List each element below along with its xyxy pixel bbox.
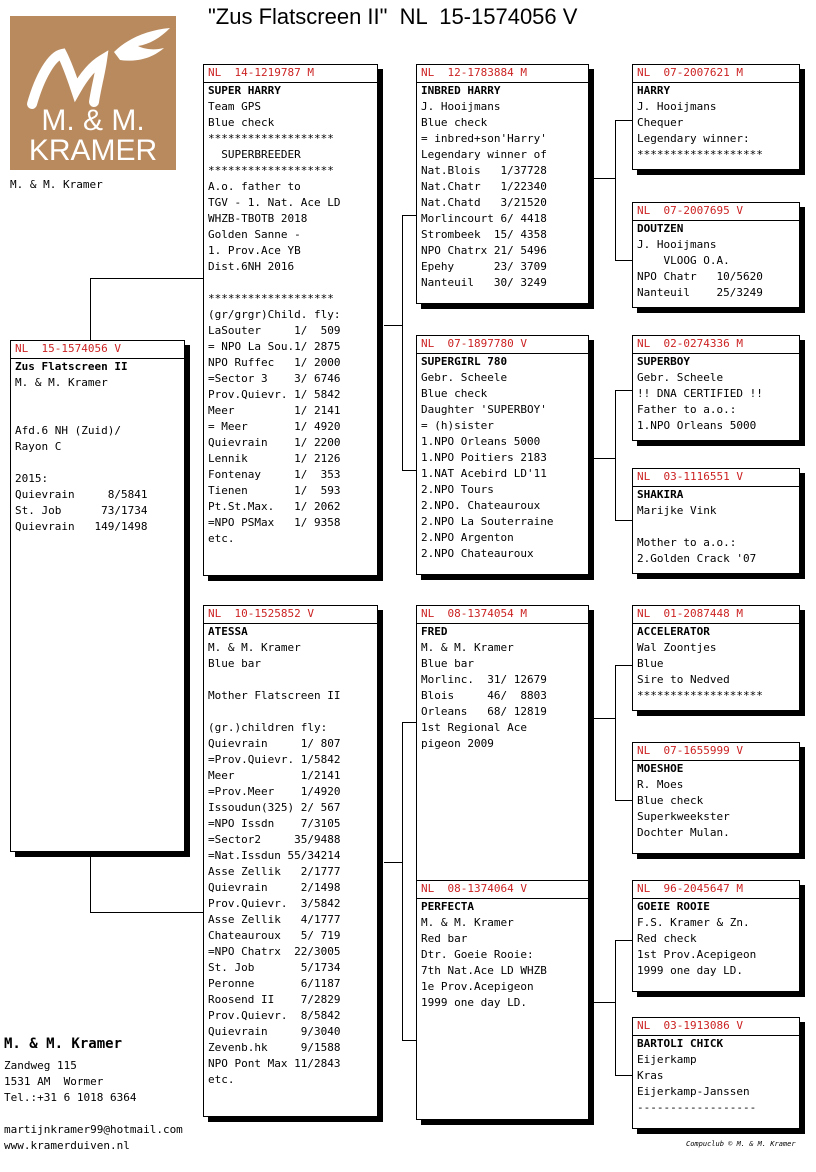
- pigeon-info-line: 2.NPO La Souterraine: [421, 515, 554, 528]
- pigeon-info-line: etc.: [208, 1073, 235, 1086]
- pigeon-info-line: 1999 one day LD.: [637, 964, 743, 977]
- pigeon-info-line: 2.NPO. Chateauroux: [421, 499, 541, 512]
- pigeon-info-line: Morlincourt 6/ 4418: [421, 212, 547, 225]
- pigeon-info-line: NPO Chatrx 21/ 5496: [421, 244, 547, 257]
- connector-line: [593, 1002, 615, 1003]
- connector-line: [615, 1075, 632, 1076]
- contact-city: 1531 AM Wormer: [4, 1075, 104, 1088]
- pigeon-name: PERFECTA: [421, 900, 474, 913]
- pigeon-info-line: *******************: [208, 164, 334, 177]
- pigeon-info-line: 1.NPO Orleans 5000: [637, 419, 757, 432]
- pigeon-info-line: Afd.6 NH (Zuid)/: [15, 424, 121, 437]
- pigeon-info-line: Blue: [637, 657, 664, 670]
- footer-credit: Compuclub © M. & M. Kramer: [686, 1140, 796, 1148]
- connector-line: [615, 940, 616, 1075]
- pigeon-info-line: R. Moes: [637, 778, 684, 791]
- pigeon-info-line: etc.: [208, 532, 235, 545]
- pigeon-info-line: Chequer: [637, 116, 684, 129]
- pigeon-info-line: *******************: [208, 292, 334, 305]
- pigeon-info-line: = NPO La Sou.1/ 2875: [208, 340, 341, 353]
- pigeon-info-line: Meer 1/ 2141: [208, 404, 341, 417]
- connector-line: [615, 940, 632, 941]
- pigeon-info-line: Quievrain 1/ 807: [208, 737, 341, 750]
- pigeon-name: FRED: [421, 625, 448, 638]
- pigeon-info-line: [11, 407, 184, 423]
- ring-number: NL 08-1374064 V: [417, 881, 588, 899]
- pigeon-info-line: Blue check: [421, 116, 488, 129]
- pigeon-card-dam-dam[interactable]: [416, 880, 589, 1120]
- pigeon-info-line: Fontenay 1/ 353: [208, 468, 341, 481]
- pigeon-info-line: *******************: [637, 689, 763, 702]
- pigeon-info-line: LaSouter 1/ 509: [208, 324, 341, 337]
- pigeon-info-line: Asse Zellik 2/1777: [208, 865, 341, 878]
- connector-line: [615, 520, 632, 521]
- pigeon-name: HARRY: [637, 84, 671, 97]
- connector-line: [615, 390, 616, 520]
- pigeon-info-line: NPO Pont Max 11/2843: [208, 1057, 341, 1070]
- pigeon-info-line: *******************: [637, 148, 763, 161]
- pigeon-info-line: (gr/grgr)Child. fly:: [208, 308, 341, 321]
- pigeon-info-line: Zevenb.hk 9/1588: [208, 1041, 341, 1054]
- pigeon-info-line: = Meer 1/ 4920: [208, 420, 341, 433]
- pigeon-info-line: Pt.St.Max. 1/ 2062: [208, 500, 341, 513]
- pigeon-info-line: Quievrain 9/3040: [208, 1025, 341, 1038]
- pigeon-info-line: [204, 275, 377, 291]
- pigeon-info-line: pigeon 2009: [421, 737, 494, 750]
- pigeon-info-line: = (h)sister: [421, 419, 494, 432]
- pigeon-info-line: 2.NPO Tours: [421, 483, 494, 496]
- pigeon-info-line: Blue bar: [208, 657, 261, 670]
- pigeon-card-dam-dam-dam[interactable]: [632, 1017, 800, 1129]
- pigeon-info-line: [633, 519, 799, 535]
- pigeon-info-line: Red check: [637, 932, 697, 945]
- pigeon-card-dam[interactable]: [203, 605, 378, 1117]
- connector-line: [615, 665, 616, 800]
- pigeon-info-line: 1e Prov.Acepigeon: [421, 980, 534, 993]
- pigeon-info-line: J. Hooijmans: [421, 100, 501, 113]
- connector-line: [90, 278, 204, 279]
- pigeon-info-line: Quievrain 8/5841: [15, 488, 148, 501]
- ring-number: NL 10-1525852 V: [204, 606, 377, 624]
- ring-number: NL 07-2007695 V: [633, 203, 799, 221]
- logo-line1: M. & M.: [41, 104, 145, 137]
- pigeon-info-line: =NPO PSMax 1/ 9358: [208, 516, 341, 529]
- pigeon-info-line: =NPO Issdn 7/3105: [208, 817, 341, 830]
- pigeon-info-line: WHZB-TBOTB 2018: [208, 212, 308, 225]
- pigeon-info-line: [11, 391, 184, 407]
- pigeon-info-line: J. Hooijmans: [637, 238, 717, 251]
- pigeon-info-line: Dtr. Goeie Rooie:: [421, 948, 534, 961]
- connector-line: [593, 458, 615, 459]
- pigeon-info-line: Asse Zellik 4/1777: [208, 913, 341, 926]
- connector-line: [615, 260, 632, 261]
- pigeon-info-line: Gebr. Scheele: [637, 371, 724, 384]
- pigeon-info-line: 2.NPO Chateauroux: [421, 547, 534, 560]
- ring-number: NL 02-0274336 M: [633, 336, 799, 354]
- pigeon-info-line: Quievrain 2/1498: [208, 881, 341, 894]
- pigeon-info-line: 2015:: [15, 472, 49, 485]
- pigeon-info-line: =Prov.Meer 1/4920: [208, 785, 341, 798]
- pigeon-info-line: Gebr. Scheele: [421, 371, 508, 384]
- pigeon-name: MOESHOE: [637, 762, 684, 775]
- pigeon-info-line: Peronne 6/1187: [208, 977, 341, 990]
- pigeon-info-line: Blue bar: [421, 657, 474, 670]
- contact-phone: Tel.:+31 6 1018 6364: [4, 1091, 137, 1104]
- contact-email-link[interactable]: martijnkramer99@hotmail.com: [4, 1123, 183, 1136]
- pigeon-info-line: Dist.6NH 2016: [208, 260, 295, 273]
- pigeon-info-line: Nat.Chatr 1/22340: [421, 180, 547, 193]
- ring-number: NL 07-1655999 V: [633, 743, 799, 761]
- pigeon-info-line: [11, 455, 184, 471]
- pigeon-info-line: M. & M. Kramer: [208, 641, 301, 654]
- kramer-logo: [10, 16, 176, 170]
- pigeon-info-line: NPO Ruffec 1/ 2000: [208, 356, 341, 369]
- connector-line: [384, 862, 402, 863]
- pigeon-info-line: Red bar: [421, 932, 468, 945]
- ring-number: NL 96-2045647 M: [633, 881, 799, 899]
- pigeon-info-line: =Nat.Issdun 55/34214: [208, 849, 341, 862]
- pigeon-info-line: M. & M. Kramer: [15, 376, 108, 389]
- pigeon-info-line: F.S. Kramer & Zn.: [637, 916, 750, 929]
- contact-name: M. & M. Kramer: [4, 1036, 123, 1052]
- pigeon-info-line: [204, 704, 377, 720]
- pigeon-info-line: Eijerkamp: [637, 1053, 697, 1066]
- connector-line: [384, 325, 402, 326]
- contact-website-link[interactable]: www.kramerduiven.nl: [4, 1139, 130, 1152]
- pigeon-info-line: Meer 1/2141: [208, 769, 341, 782]
- ring-number: NL 08-1374054 M: [417, 606, 588, 624]
- ring-number: NL 07-2007621 M: [633, 65, 799, 83]
- connector-line: [402, 1040, 417, 1041]
- pigeon-info-line: 7th Nat.Ace LD WHZB: [421, 964, 547, 977]
- pigeon-info-line: SUPERBREEDER: [208, 148, 301, 161]
- pigeon-info-line: Tienen 1/ 593: [208, 484, 341, 497]
- connector-line: [90, 278, 91, 340]
- pigeon-info-line: A.o. father to: [208, 180, 301, 193]
- connector-line: [90, 850, 91, 912]
- pigeon-info-line: Mother to a.o.:: [637, 536, 737, 549]
- pigeon-card-sire-sire-dam[interactable]: [632, 202, 800, 308]
- pigeon-info-line: Eijerkamp-Janssen: [637, 1085, 750, 1098]
- connector-line: [90, 912, 204, 913]
- ring-number: NL 07-1897780 V: [417, 336, 588, 354]
- ring-number: NL 15-1574056 V: [11, 341, 184, 359]
- pigeon-name: ACCELERATOR: [637, 625, 710, 638]
- pigeon-name: SUPER HARRY: [208, 84, 281, 97]
- pigeon-info-line: Nanteuil 30/ 3249: [421, 276, 547, 289]
- pigeon-info-line: Nat.Chatd 3/21520: [421, 196, 547, 209]
- pigeon-info-line: M. & M. Kramer: [421, 641, 514, 654]
- connector-line: [402, 722, 403, 1040]
- ring-number: NL 03-1913086 V: [633, 1018, 799, 1036]
- pigeon-name: SUPERBOY: [637, 355, 690, 368]
- pigeon-info-line: Orleans 68/ 12819: [421, 705, 547, 718]
- pigeon-card-sire-sire-sire[interactable]: [632, 64, 800, 170]
- ring-number: NL 01-2087448 M: [633, 606, 799, 624]
- pigeon-info-line: J. Hooijmans: [637, 100, 717, 113]
- pigeon-info-line: 1.NPO Orleans 5000: [421, 435, 541, 448]
- pigeon-info-line: Quievrain 149/1498: [15, 520, 148, 533]
- ring-number: NL 14-1219787 M: [204, 65, 377, 83]
- pigeon-info-line: Kras: [637, 1069, 664, 1082]
- pigeon-info-line: Blue check: [637, 794, 704, 807]
- pigeon-info-line: Golden Sanne -: [208, 228, 301, 241]
- connector-line: [402, 470, 417, 471]
- pigeon-info-line: Strombeek 15/ 4358: [421, 228, 547, 241]
- pigeon-name: INBRED HARRY: [421, 84, 501, 97]
- pigeon-info-line: Nat.Blois 1/37728: [421, 164, 547, 177]
- pigeon-name: DOUTZEN: [637, 222, 684, 235]
- pigeon-card-sire[interactable]: [203, 64, 378, 576]
- pigeon-card-sire-sire[interactable]: [416, 64, 589, 304]
- logo-line2: KRAMER: [28, 134, 158, 167]
- pigeon-name: BARTOLI CHICK: [637, 1037, 724, 1050]
- pigeon-info-line: 1999 one day LD.: [421, 996, 527, 1009]
- pigeon-info-line: Quievrain 1/ 2200: [208, 436, 341, 449]
- pigeon-info-line: 1. Prov.Ace YB: [208, 244, 301, 257]
- pigeon-info-line: Wal Zoontjes: [637, 641, 717, 654]
- pigeon-info-line: Prov.Quievr. 3/5842: [208, 897, 341, 910]
- pigeon-name: GOEIE ROOIE: [637, 900, 710, 913]
- pigeon-card-subject[interactable]: [10, 340, 185, 852]
- pigeon-info-line: VLOOG O.A.: [637, 254, 730, 267]
- connector-line: [402, 215, 417, 216]
- pigeon-info-line: *******************: [208, 132, 334, 145]
- pigeon-card-sire-dam[interactable]: [416, 335, 589, 575]
- pigeon-info-line: Issoudun(325) 2/ 567: [208, 801, 341, 814]
- pigeon-info-line: =NPO Chatrx 22/3005: [208, 945, 341, 958]
- pigeon-card-dam-dam-sire[interactable]: [632, 880, 800, 992]
- pigeon-info-line: Blue check: [208, 116, 275, 129]
- connector-line: [593, 178, 615, 179]
- pigeon-info-line: =Prov.Quievr. 1/5842: [208, 753, 341, 766]
- pigeon-info-line: Marijke Vink: [637, 504, 717, 517]
- pigeon-info-line: M. & M. Kramer: [421, 916, 514, 929]
- pigeon-info-line: 1.NPO Poitiers 2183: [421, 451, 547, 464]
- pigeon-info-line: 1st Prov.Acepigeon: [637, 948, 757, 961]
- connector-line: [402, 215, 403, 470]
- pigeon-name: ATESSA: [208, 625, 248, 638]
- pigeon-info-line: Father to a.o.:: [637, 403, 737, 416]
- pigeon-info-line: Team GPS: [208, 100, 261, 113]
- pigeon-info-line: =Sector 3 3/ 6746: [208, 372, 341, 385]
- connector-line: [615, 120, 632, 121]
- pigeon-info-line: Epehy 23/ 3709: [421, 260, 547, 273]
- pigeon-card-dam-sire-sire[interactable]: [632, 605, 800, 711]
- pigeon-info-line: Rayon C: [15, 440, 62, 453]
- pigeon-info-line: Mother Flatscreen II: [208, 689, 341, 702]
- pigeon-name: SHAKIRA: [637, 488, 684, 501]
- pigeon-info-line: =Sector2 35/9488: [208, 833, 341, 846]
- pigeon-info-line: [204, 672, 377, 688]
- pigeon-card-sire-dam-sire[interactable]: [632, 335, 800, 441]
- pigeon-info-line: 1.NAT Acebird LD'11: [421, 467, 547, 480]
- ring-number: NL 12-1783884 M: [417, 65, 588, 83]
- pigeon-info-line: 1st Regional Ace: [421, 721, 527, 734]
- pigeon-info-line: 2.NPO Argenton: [421, 531, 514, 544]
- pigeon-info-line: Legendary winner:: [637, 132, 750, 145]
- pigeon-info-line: !! DNA CERTIFIED !!: [637, 387, 763, 400]
- pigeon-info-line: Lennik 1/ 2126: [208, 452, 341, 465]
- pigeon-info-line: Prov.Quievr. 8/5842: [208, 1009, 341, 1022]
- pigeon-info-line: 2.Golden Crack '07: [637, 552, 757, 565]
- pigeon-info-line: St. Job 5/1734: [208, 961, 341, 974]
- pigeon-name: Zus Flatscreen II: [15, 360, 128, 373]
- pigeon-info-line: Blois 46/ 8803: [421, 689, 547, 702]
- pigeon-info-line: Sire to Nedved: [637, 673, 730, 686]
- pigeon-info-line: Superkweekster: [637, 810, 730, 823]
- pigeon-info-line: Daughter 'SUPERBOY': [421, 403, 547, 416]
- pigeon-info-line: Blue check: [421, 387, 488, 400]
- pigeon-info-line: Morlinc. 31/ 12679: [421, 673, 547, 686]
- pigeon-info-line: NPO Chatr 10/5620: [637, 270, 763, 283]
- connector-line: [615, 390, 632, 391]
- connector-line: [615, 120, 616, 260]
- pigeon-info-line: TGV - 1. Nat. Ace LD: [208, 196, 341, 209]
- pigeon-info-line: (gr.)children fly:: [208, 721, 328, 734]
- pigeon-card-dam-sire-dam[interactable]: [632, 742, 800, 854]
- pigeon-info-line: Nanteuil 25/3249: [637, 286, 763, 299]
- contact-street: Zandweg 115: [4, 1059, 77, 1072]
- connector-line: [615, 800, 632, 801]
- pigeon-info-line: St. Job 73/1734: [15, 504, 148, 517]
- connector-line: [593, 718, 615, 719]
- owner-name: M. & M. Kramer: [10, 178, 103, 191]
- page-title: "Zus Flatscreen II" NL 15-1574056 V: [208, 4, 578, 29]
- pigeon-info-line: = inbred+son'Harry': [421, 132, 547, 145]
- ring-number: NL 03-1116551 V: [633, 469, 799, 487]
- pigeon-info-line: Prov.Quievr. 1/ 5842: [208, 388, 341, 401]
- pigeon-card-sire-dam-dam[interactable]: [632, 468, 800, 574]
- connector-line: [402, 722, 417, 723]
- pigeon-info-line: Chateauroux 5/ 719: [208, 929, 341, 942]
- pigeon-info-line: Dochter Mulan.: [637, 826, 730, 839]
- pigeon-info-line: Legendary winner of: [421, 148, 547, 161]
- pigeon-info-line: Roosend II 7/2829: [208, 993, 341, 1006]
- pigeon-info-line: ------------------: [637, 1101, 757, 1114]
- pigeon-name: SUPERGIRL 780: [421, 355, 508, 368]
- connector-line: [615, 665, 632, 666]
